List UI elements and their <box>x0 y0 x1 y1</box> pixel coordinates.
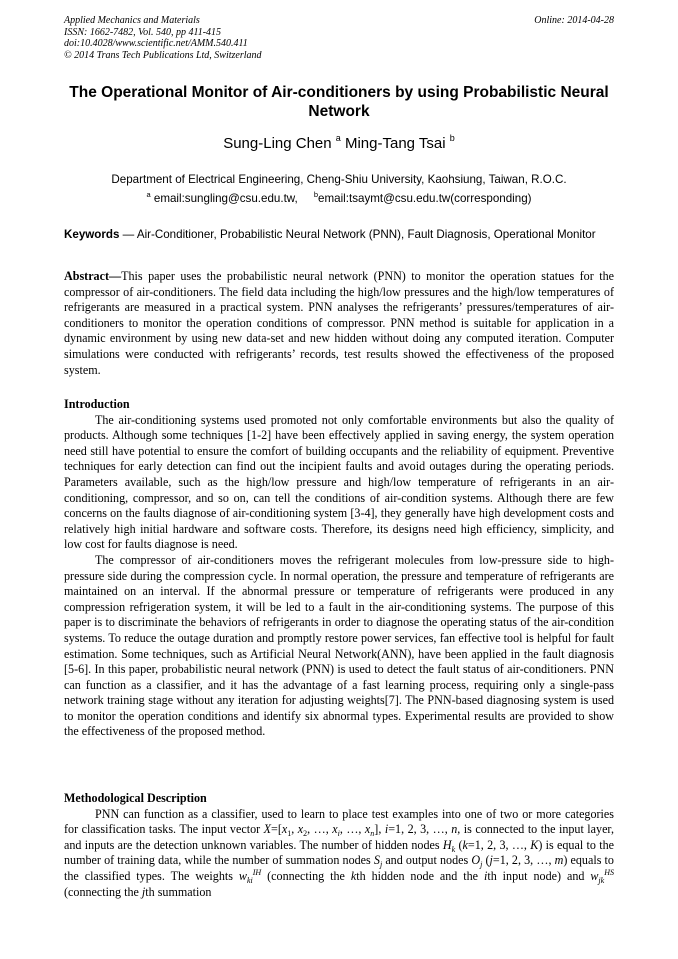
text-run: th hidden node and the <box>356 868 484 883</box>
math-var: K <box>530 837 539 852</box>
math-sub: k <box>451 844 456 854</box>
text-run: (connecting the <box>64 884 142 899</box>
affiliation: Department of Electrical Engineering, Cheng-Shiu University, Kaohsiung, Taiwan, R.O.C. <box>111 173 567 186</box>
copyright: © 2014 Trans Tech Publications Ltd, Switzerland <box>64 49 262 61</box>
keywords-text: — Air-Conditioner, Probabilistic Neural Network (PNN), Fault Diagnosis, Operational Monitor <box>122 228 596 241</box>
methodology-section <box>64 791 614 900</box>
author-mark: b <box>449 133 455 143</box>
email-mark: a <box>146 190 151 199</box>
email-a: email:sungling@csu.edu.tw, <box>153 192 298 205</box>
math-var: O <box>471 853 481 868</box>
journal-name: Applied Mechanics and Materials <box>64 15 200 26</box>
math-var: x <box>332 822 338 837</box>
math-sub: ki <box>246 875 253 885</box>
keywords <box>64 227 614 242</box>
math-var: x <box>297 822 304 837</box>
math-var: S <box>373 853 380 868</box>
author-mark: a <box>335 133 341 143</box>
text-run: th input node) and <box>487 868 591 883</box>
math-sub: i <box>337 829 340 839</box>
text-run: =1, 2, 3, …, <box>492 853 555 868</box>
text-run: , is connected to the input layer, and inputs are the detection unknown variables. The number of hidden nodes <box>64 822 614 852</box>
math-sub: j <box>379 860 383 870</box>
section-heading: Introduction <box>64 397 130 411</box>
email-b: email:tsaymt@csu.edu.tw(corresponding) <box>318 192 532 205</box>
abstract <box>64 269 614 378</box>
text-run: th summation <box>145 884 212 899</box>
author-name: Sung-Ling Chen <box>223 135 332 152</box>
doi: doi:10.4028/www.scientific.net/AMM.540.411 <box>64 38 248 49</box>
abstract-label: Abstract— <box>64 269 122 283</box>
math-var: i <box>384 822 389 837</box>
section-heading: Methodological Description <box>64 791 207 805</box>
email-mark: b <box>313 190 319 199</box>
math-sub: j <box>480 860 483 870</box>
math-sub: jk <box>598 875 605 885</box>
math-var: X <box>263 822 272 837</box>
paragraph: The compressor of air-conditioners moves the refrigerant molecules from low-pressure side to high-pressure side during the compression cycle. In normal operation, the pressure and temperature of refrigerants are maintained on an interval. If the abnormal pressure or temperature of refrigerants were produced in any compression refrigeration system, it will be led to a fault in the air-conditioning systems. The purpose of this paper is to discriminate the behaviors of refrigerants in order to diagnose the operating status of the air-condition systems. To reduce the outage duration and promptly restore power services, fan effective tool is helpful for fault estimation. Some techniques, such as Artificial Neural Network(ANN), have been applied in the fault diagnosis [5-6]. In this paper, probabilistic neural network (PNN) is used to detect the fault status of air-conditioners. PNN can function as a classifier, and it has the advantage of a fast learning process, requiring only a single-pass network training stage without any iteration for adjusting weights[7]. The PNN-based diagnosing system is used to monitor the operation conditions and identify six abnormal types. Experimental results are provided to show the effectiveness of the proposed method. <box>64 552 614 739</box>
text-run: =[ <box>271 822 282 837</box>
paragraph: The air-conditioning systems used promoted not only comfortable environments but also the quality of products. Although some techniques [1-2] have been effectively applied in saving energy, the system operation need still have potential to ensure the comfort of building occupants and the reliability of equipment. Preventive techniques for early detection can find out the incipient faults and avoid outages during the operating periods. Parameters available, such as the high/low pressure and high/low temperature of refrigerants in an air-conditioning, compressor, and so on, can tell the conditions of air-condition systems. Although there are few concerns on the faults diagnose of air-conditioning system [3-4], they generally have high development costs and relatively high initial hardware and software costs. Therefore, its designs need high efficiency, simplicity, and low cost for faults diagnose is need. <box>64 412 614 552</box>
math-sub: 1 <box>287 829 292 839</box>
text-run: (connecting the <box>267 868 351 883</box>
math-var: w <box>590 868 599 883</box>
text-run: ) equals to the classified types. The weights <box>64 853 614 883</box>
math-sup: HS <box>604 867 614 877</box>
math-var: j <box>141 884 146 899</box>
math-var: w <box>238 868 247 883</box>
author-name: Ming-Tang Tsai <box>344 135 446 152</box>
online-date: Online: 2014-04-28 <box>534 15 614 26</box>
author-line <box>64 133 614 152</box>
keywords-label: Keywords <box>64 228 120 241</box>
text-run: ) is equal to the number of training data, while the number of summation nodes <box>64 837 614 868</box>
math-sup: IH <box>252 867 262 877</box>
math-var: n <box>451 822 458 837</box>
text-run: =1, 2, 3, …, <box>467 837 531 852</box>
email-line <box>64 190 614 205</box>
journal-header <box>64 15 262 61</box>
math-var: x <box>281 822 288 837</box>
math-var: k <box>462 837 468 852</box>
math-var: j <box>489 853 493 868</box>
issn: ISSN: 1662-7482, Vol. 540, pp 411-415 <box>64 26 222 38</box>
text-run: and output nodes <box>382 853 472 868</box>
introduction-section <box>64 397 614 740</box>
math-var: m <box>554 853 564 868</box>
math-sub: 2 <box>303 829 308 839</box>
paragraph: PNN can function as a classifier, used to learn to place test examples into one of two or more categories for classification tasks. The input vector $X=[x_1$, $x_2$, …, $x_i$, …, $x_n$], i=1, 2, 3, …, n, is connected to the input layer, and inputs are the detection unknown variables. The number of hidden nodes $H_k$ (k=1, 2, 3, …, K) is equal to the number of training data, while the number of summation nodes $S_j$ and output nodes $O_j$ (j=1, 2, 3, …, m) equals to the classified types. The weights $w_{ki}^{IH}$ (connecting the kth hidden node and the ith input node) and $w_{jk}^{HS}$ (connecting the jth summation <box>64 806 614 899</box>
abstract-text: This paper uses the probabilistic neural network (PNN) to monitor the operation statues for the compressor of air-conditioners. The field data including the high/low pressures and the high/low temperatures of refrigerants are measured in a practical system. PNN analyses the refrigerants’ pressures/temperatures of air-conditioners to monitor the operation conditions of compressor. PNN method is suitable for application in a dynamic environment by using new data-set and new hidden without doing any computed iteration. Computer simulations were conducted with refrigerants’ records, test results showed the effectiveness of the proposed system. <box>64 269 614 377</box>
math-var: H <box>442 837 452 852</box>
math-sub: n <box>370 829 375 839</box>
math-var: x <box>364 822 371 837</box>
text-run: =1, 2, 3, …, <box>388 822 452 837</box>
paper-title: The Operational Monitor of Air-conditioners by using Probabilistic Neural Network <box>69 84 609 120</box>
text-run: PNN can function as a classifier, used to learn to place test examples into one of two or more categories for classification tasks. The input vector <box>64 806 614 837</box>
math-var: i <box>483 868 488 883</box>
math-var: k <box>350 868 357 883</box>
